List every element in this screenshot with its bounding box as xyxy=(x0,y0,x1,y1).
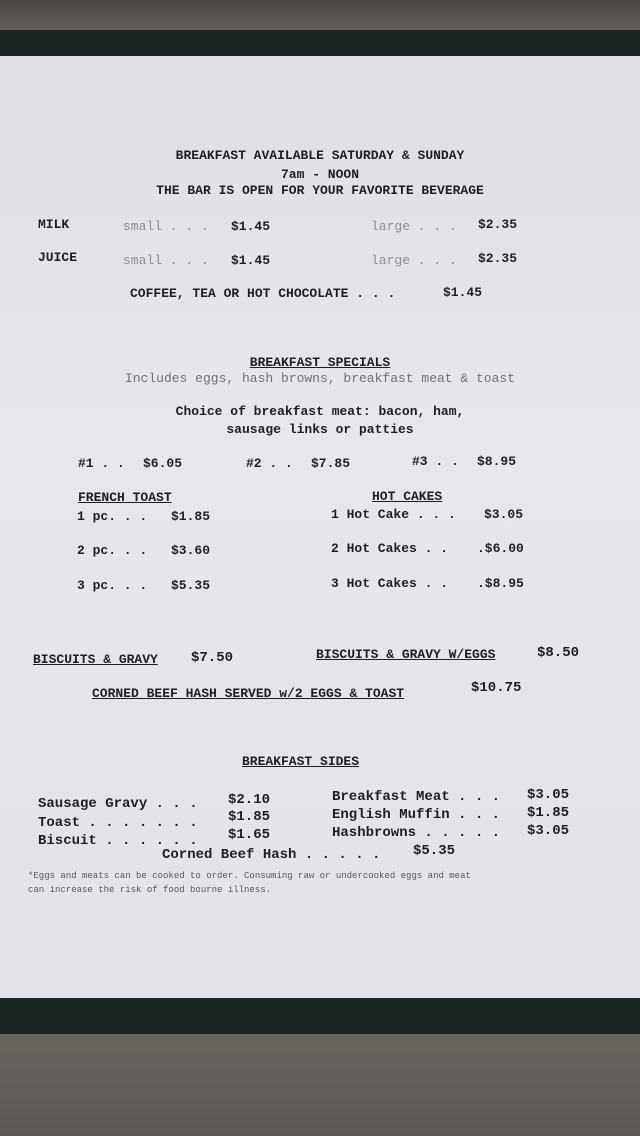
milk-large-label: large . . . xyxy=(371,219,457,234)
biscuits-gravy-price: $7.50 xyxy=(191,650,234,666)
special-1-label: #1 . . xyxy=(78,456,125,471)
hot-cake-2-label: 2 Hot Cakes . . xyxy=(331,541,449,556)
milk-label: MILK xyxy=(38,217,70,232)
food-safety-disclaimer-line1: *Eggs and meats can be cooked to order. Consuming raw or undercooked eggs and meat xyxy=(28,871,471,881)
juice-small-label: small . . . xyxy=(123,253,209,268)
hot-cake-1-label: 1 Hot Cake . . . xyxy=(331,507,456,522)
side-biscuit-price: $1.65 xyxy=(228,827,271,843)
side-sausage-gravy-price: $2.10 xyxy=(228,792,271,808)
juice-large-label: large . . . xyxy=(371,253,457,268)
side-toast-price: $1.85 xyxy=(228,809,271,825)
french-toast-title: FRENCH TOAST xyxy=(78,490,172,505)
hot-cake-2-price: .$6.00 xyxy=(477,541,524,556)
hot-cake-3-label: 3 Hot Cakes . . xyxy=(331,576,449,591)
french-toast-3-price: $5.35 xyxy=(171,578,211,593)
coffee-price: $1.45 xyxy=(443,285,483,300)
juice-small-price: $1.45 xyxy=(231,253,271,268)
table-surface-bottom xyxy=(0,1034,640,1136)
side-corned-beef-hash-label: Corned Beef Hash . . . . . xyxy=(162,847,381,863)
biscuits-gravy-eggs-label: BISCUITS & GRAVY W/EGGS xyxy=(316,647,496,662)
hot-cake-3-price: .$8.95 xyxy=(477,576,524,591)
side-toast-label: Toast . . . . . . . xyxy=(38,815,198,831)
milk-small-label: small . . . xyxy=(123,219,209,234)
juice-large-price: $2.35 xyxy=(478,251,518,266)
meat-choice-line2: sausage links or patties xyxy=(226,422,414,437)
special-2-label: #2 . . xyxy=(246,456,293,471)
coffee-label: COFFEE, TEA OR HOT CHOCOLATE . . . xyxy=(130,286,396,301)
sides-title: BREAKFAST SIDES xyxy=(242,754,360,769)
side-english-muffin-price: $1.85 xyxy=(527,805,570,821)
side-hashbrowns-label: Hashbrowns . . . . . xyxy=(332,825,501,841)
specials-title: BREAKFAST SPECIALS xyxy=(249,355,391,370)
side-corned-beef-hash-price: $5.35 xyxy=(413,843,456,859)
meat-choice-line1: Choice of breakfast meat: bacon, ham, xyxy=(175,404,465,419)
juice-label: JUICE xyxy=(38,250,78,265)
french-toast-1-label: 1 pc. . . xyxy=(77,509,148,524)
special-3-price: $8.95 xyxy=(477,454,517,469)
french-toast-3-label: 3 pc. . . xyxy=(77,578,148,593)
biscuits-gravy-label: BISCUITS & GRAVY xyxy=(33,652,158,667)
bar-open-line: THE BAR IS OPEN FOR YOUR FAVORITE BEVERAGE xyxy=(156,183,484,198)
side-hashbrowns-price: $3.05 xyxy=(527,823,570,839)
milk-large-price: $2.35 xyxy=(478,217,518,232)
french-toast-2-price: $3.60 xyxy=(171,543,211,558)
special-1-price: $6.05 xyxy=(143,456,183,471)
menu-frame-bottom xyxy=(0,998,640,1038)
side-breakfast-meat-label: Breakfast Meat . . . xyxy=(332,789,501,805)
specials-includes: Includes eggs, hash browns, breakfast meat & toast xyxy=(124,371,516,386)
french-toast-2-label: 2 pc. . . xyxy=(77,543,148,558)
hours-line: 7am - NOON xyxy=(280,167,359,182)
availability-line: BREAKFAST AVAILABLE SATURDAY & SUNDAY xyxy=(175,148,465,163)
special-3-label: #3 . . xyxy=(412,454,459,469)
side-english-muffin-label: English Muffin . . . xyxy=(332,807,501,823)
special-2-price: $7.85 xyxy=(311,456,351,471)
side-sausage-gravy-label: Sausage Gravy . . . xyxy=(38,796,198,812)
corned-beef-hash-label: CORNED BEEF HASH SERVED w/2 EGGS & TOAST xyxy=(92,686,405,701)
hot-cakes-title: HOT CAKES xyxy=(372,489,443,504)
french-toast-1-price: $1.85 xyxy=(171,509,211,524)
menu-page xyxy=(0,56,640,1004)
food-safety-disclaimer-line2: can increase the risk of food bourne illness. xyxy=(28,885,272,895)
milk-small-price: $1.45 xyxy=(231,219,271,234)
side-breakfast-meat-price: $3.05 xyxy=(527,787,570,803)
side-biscuit-label: Biscuit . . . . . . xyxy=(38,833,198,849)
biscuits-gravy-eggs-price: $8.50 xyxy=(537,645,580,661)
corned-beef-hash-price: $10.75 xyxy=(471,680,522,696)
hot-cake-1-price: $3.05 xyxy=(484,507,524,522)
